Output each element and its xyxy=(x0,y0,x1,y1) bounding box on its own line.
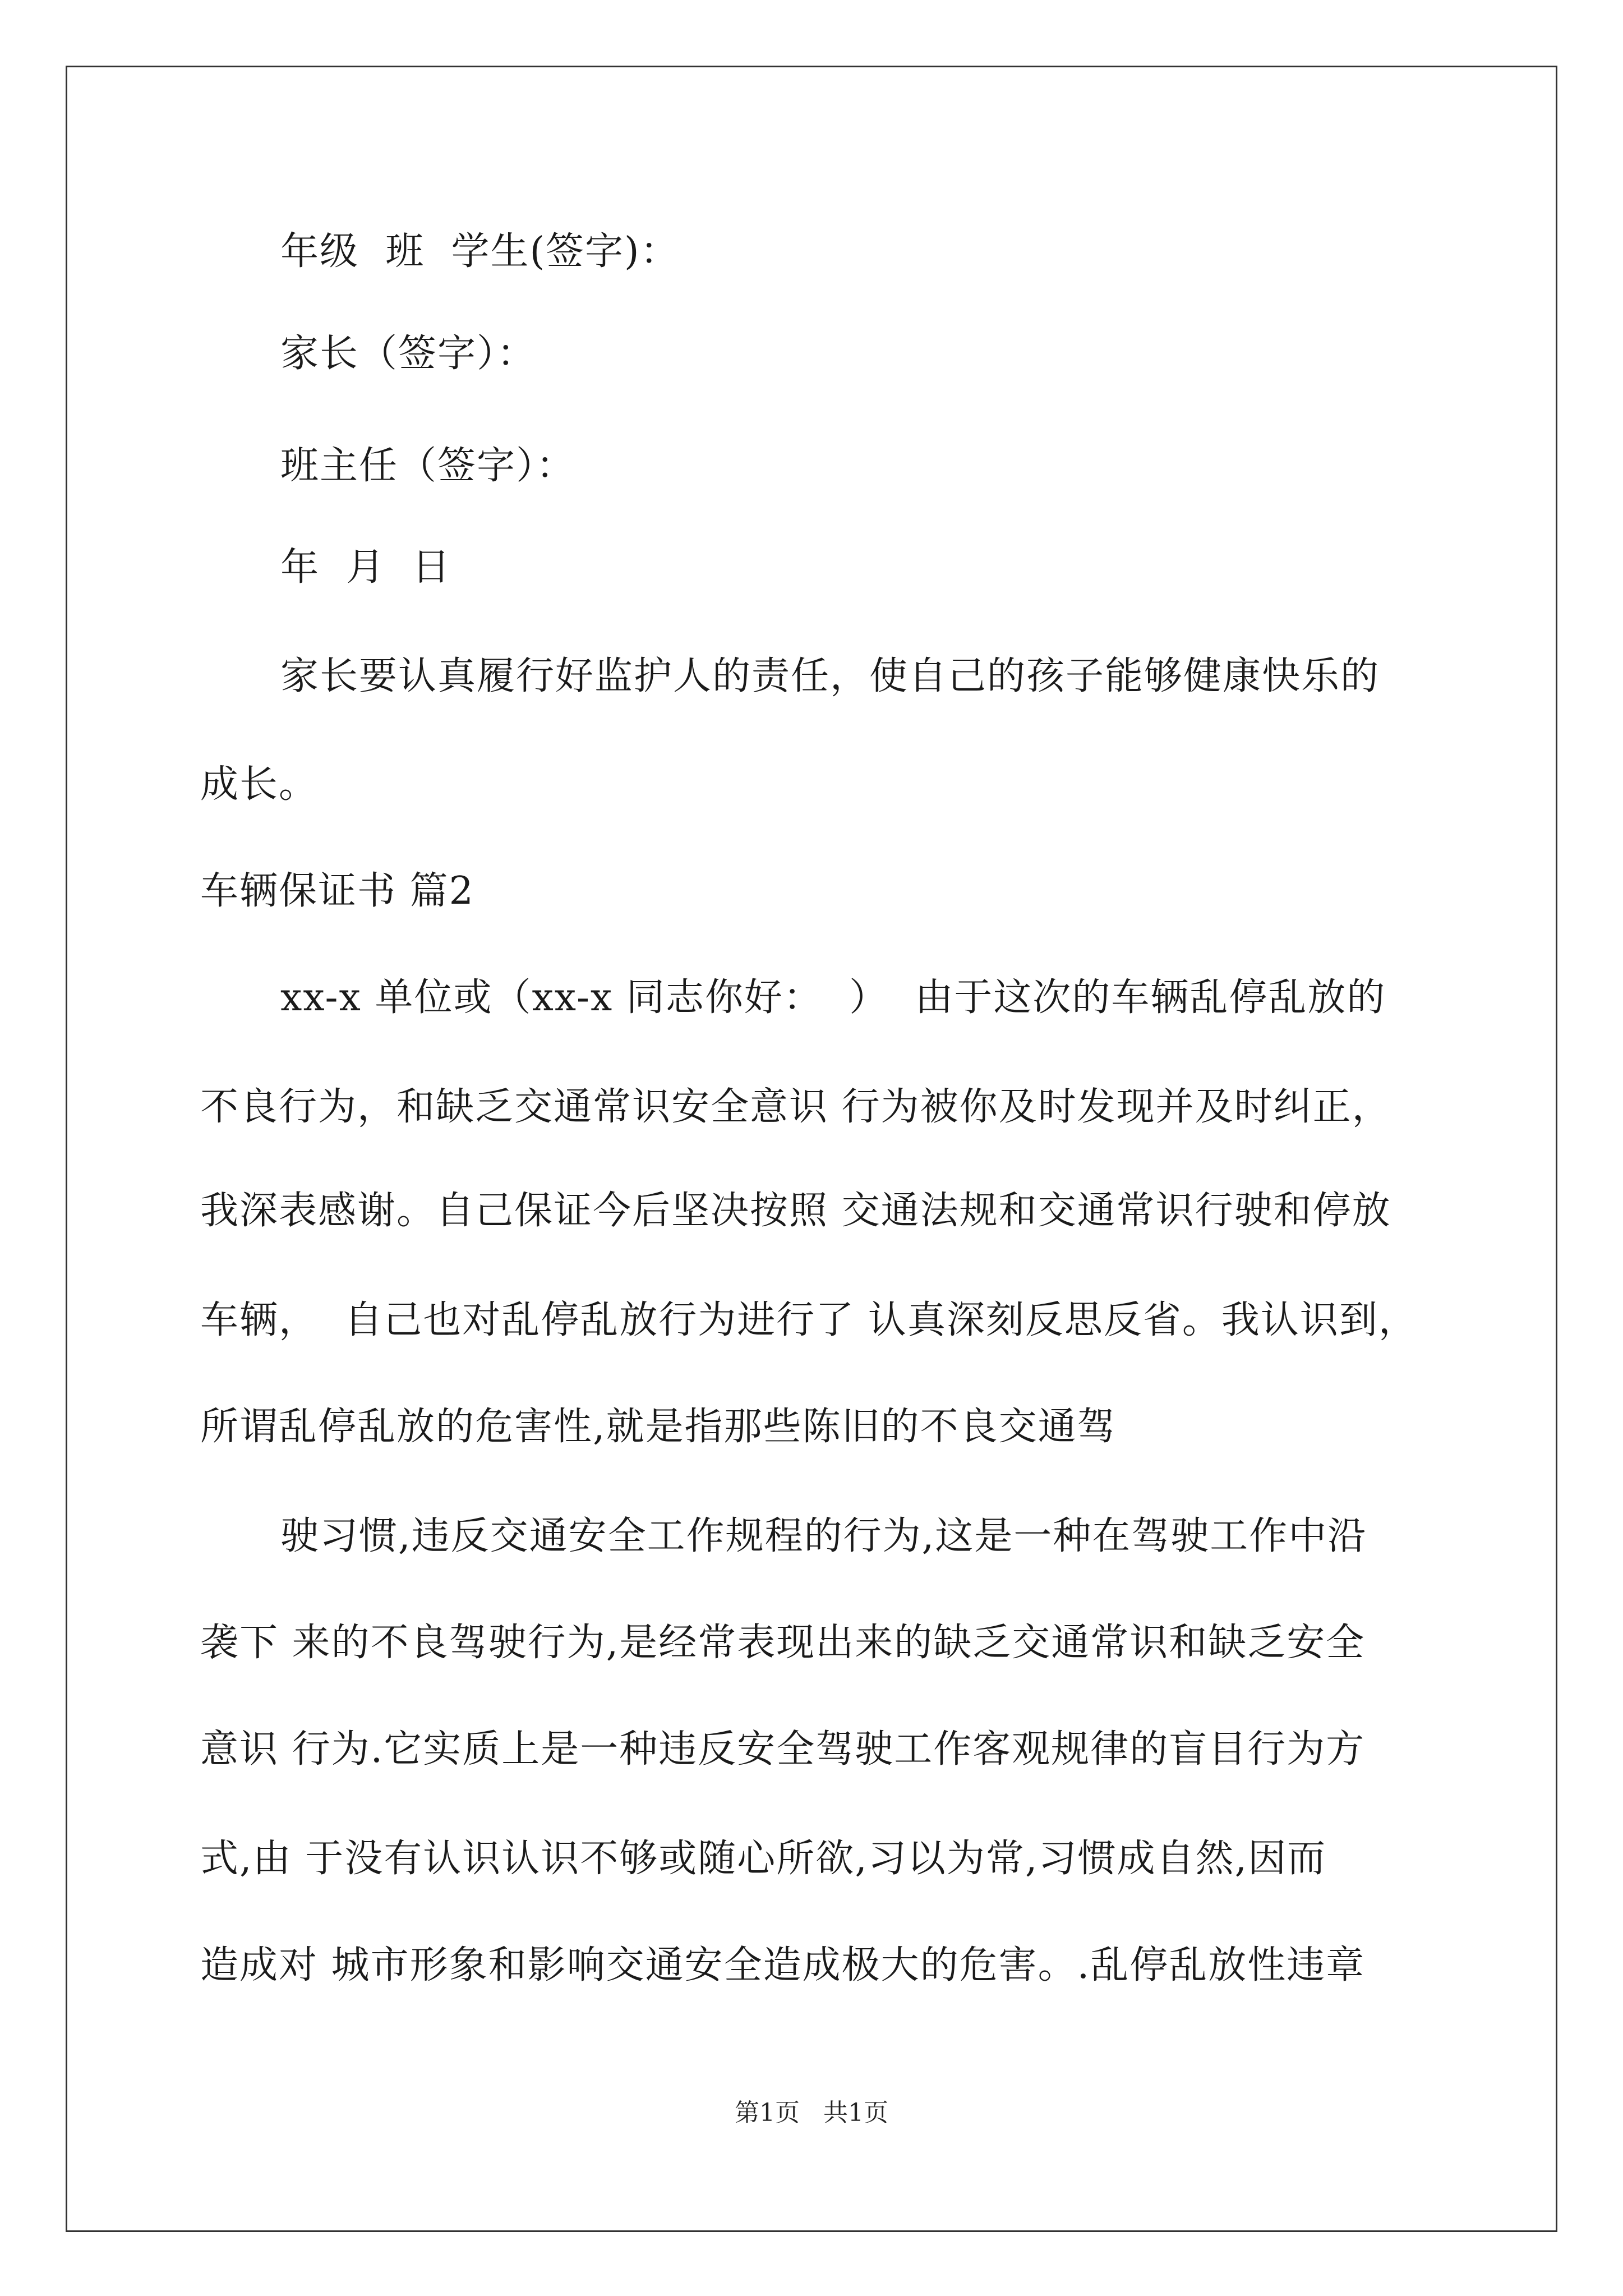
text-line-teacher-signature: 班主任（签字）： xyxy=(280,444,576,488)
paragraph-line: 驶习惯,违反交通安全工作规程的行为,这是一种在驾驶工作中沿 xyxy=(280,1514,1367,1558)
paragraph-line: 不良行为，和缺乏交通常识安全意识 行为被你及时发现并及时纠正， xyxy=(200,1085,1391,1129)
text-line-student-signature: 年级 班 学生(签字)： xyxy=(280,229,680,274)
text-line-parent-signature: 家长（签字）： xyxy=(280,332,537,376)
paragraph-line: xx-x 单位或（xx-x 同志你好： ） 由于这次的车辆乱停乱放的 xyxy=(280,976,1386,1020)
paragraph-line: 造成对 城市形象和影响交通安全造成极大的危害。.乱停乱放性违章 xyxy=(200,1943,1366,1987)
paragraph-line: 车辆， 自己也对乱停乱放行为进行了 认真深刻反思反省。我认识到， xyxy=(200,1298,1418,1342)
paragraph-line: 所谓乱停乱放的危害性,就是指那些陈旧的不良交通驾 xyxy=(200,1405,1117,1449)
section-heading: 车辆保证书 篇2 xyxy=(200,869,474,913)
paragraph-line: 我深表感谢。自己保证今后坚决按照 交通法规和交通常识行驶和停放 xyxy=(200,1189,1391,1233)
text-line-date: 年 月 日 xyxy=(280,545,451,590)
paragraph-line: 袭下 来的不良驾驶行为,是经常表现出来的缺乏交通常识和缺乏安全 xyxy=(200,1621,1366,1665)
paragraph-line: 成长。 xyxy=(200,762,319,807)
page-footer: 第1页 共1页 xyxy=(735,2099,888,2127)
paragraph-line: 家长要认真履行好监护人的责任，使自己的孩子能够健康快乐的 xyxy=(280,654,1380,698)
paragraph-line: 式,由 于没有认识认识不够或随心所欲,习以为常,习惯成自然,因而 xyxy=(200,1837,1327,1881)
paragraph-line: 意识 行为.它实质上是一种违反安全驾驶工作客观规律的盲目行为方 xyxy=(200,1727,1366,1772)
page-border xyxy=(66,66,1557,2232)
